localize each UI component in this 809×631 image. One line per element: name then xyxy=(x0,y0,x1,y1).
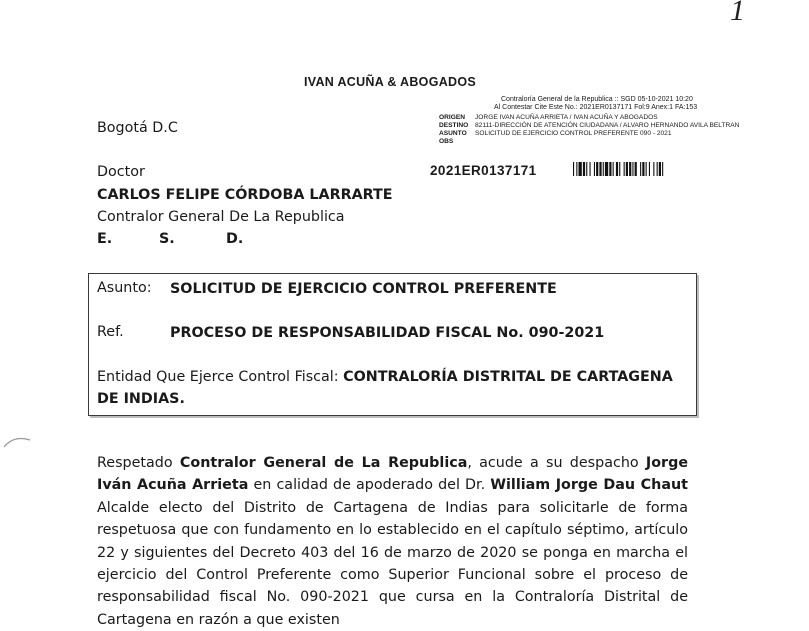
barcode-bar xyxy=(573,162,574,176)
barcode-bar xyxy=(586,162,587,176)
place-line: Bogotá D.C xyxy=(97,120,178,136)
stamp-row-destino xyxy=(439,122,739,130)
stamp-row-obs xyxy=(439,138,475,146)
entidad-value: CONTRALORÍA DISTRITAL DE CARTAGENA xyxy=(343,369,673,385)
barcode-bar xyxy=(632,162,633,176)
barcode-bar xyxy=(599,162,601,176)
radicado-number: 2021ER0137171 xyxy=(430,163,537,178)
barcode-bar xyxy=(579,162,582,176)
stamp-label: ORIGEN xyxy=(439,114,466,121)
stamp-label: DESTINO xyxy=(439,122,469,129)
barcode-bar xyxy=(603,162,604,176)
salutation-title: Doctor xyxy=(97,164,145,180)
barcode-bar xyxy=(649,162,650,176)
stamp-value: SOLICITUD DE EJERCICIO CONTROL PREFERENTE 090 - 2021 xyxy=(475,130,672,137)
asunto-value: SOLICITUD DE EJERCICIO CONTROL PREFERENTE xyxy=(170,281,557,297)
barcode-bar xyxy=(605,162,608,176)
ref-label: Ref. xyxy=(97,324,124,340)
body-text: en calidad de apoderado del Dr. xyxy=(248,477,491,494)
scan-artifact-mark xyxy=(0,434,34,448)
recipient-name: CARLOS FELIPE CÓRDOBA LARRARTE xyxy=(97,187,393,203)
stamp-row-asunto xyxy=(439,130,672,138)
stamp-value: 82111-DIRECCIÓN DE ATENCIÓN CIUDADANA / ALVARO HERNANDO AVILA BELTRAN xyxy=(475,122,740,129)
asunto-label: Asunto: xyxy=(97,280,152,296)
stamp-label: ASUNTO xyxy=(439,130,467,137)
barcode-bar xyxy=(590,162,591,176)
barcode-bar xyxy=(659,162,661,176)
barcode-bar xyxy=(657,162,658,176)
barcode-bar xyxy=(596,162,598,176)
body-bold-apoderado: Jorge Iván Acuña Arrieta xyxy=(97,455,689,494)
body-bold-contralor: Contralor General de La Republica xyxy=(179,455,468,471)
esd-s: S. xyxy=(159,231,175,247)
barcode-bar xyxy=(624,162,625,176)
stamp-label: OBS xyxy=(439,138,454,145)
barcode-bar xyxy=(629,162,631,176)
body-text: Alcalde electo del Distrito de Cartagena de Indias para solicitarle de forma respetuosa que con fundamento en lo establecido en el capítulo séptimo, artículo 22 y siguientes del Decreto 403 del 16 de marzo de 2020 se ponga en marcha el ejercicio del Control Preferente como Superior Funcional sobre el proceso de responsabilidad fiscal No. 090-2021 que cursa en la Contraloría Distrital de Cartagena en razón a que existen xyxy=(97,499,688,628)
handwritten-page-number: 1 xyxy=(730,0,745,27)
entidad-line xyxy=(97,369,673,385)
stamp-value: JORGE IVAN ACUÑA ARRIETA / IVAN ACUÑA Y ABOGADOS xyxy=(475,114,658,121)
recipient-role: Contralor General De La Republica xyxy=(97,209,345,225)
barcode-bar xyxy=(613,162,614,176)
barcode-image xyxy=(573,162,743,176)
barcode-bar xyxy=(635,162,637,176)
barcode-bar xyxy=(619,162,620,176)
barcode-bar xyxy=(609,162,611,176)
barcode-bar xyxy=(653,162,654,176)
body-text: , acude a su despacho xyxy=(467,455,646,471)
barcode-bar xyxy=(583,162,585,176)
esd-d: D. xyxy=(226,231,244,247)
body-text: Respetado xyxy=(97,455,180,471)
barcode-bar xyxy=(640,162,641,176)
barcode-bar xyxy=(576,162,577,176)
stamp-row-origen xyxy=(439,114,658,122)
barcode-bar xyxy=(616,162,618,176)
entidad-value-cont: DE INDIAS. xyxy=(97,391,185,407)
barcode-bar xyxy=(626,162,628,176)
ref-value: PROCESO DE RESPONSABILIDAD FISCAL No. 090-2021 xyxy=(170,325,605,341)
barcode-bar xyxy=(662,162,663,176)
stamp-line-2: Al Contestar Cite Este No.: 2021ER0137171 Fol:9 Anex:1 FA:153 xyxy=(494,104,698,111)
body-paragraph xyxy=(97,452,688,631)
letterhead-firm-name: IVAN ACUÑA & ABOGADOS xyxy=(304,75,477,89)
barcode-bar xyxy=(594,162,595,176)
body-bold-alcalde: William Jorge Dau Chaut xyxy=(490,477,688,494)
esd-e: E. xyxy=(97,231,113,247)
barcode-bar xyxy=(642,162,644,176)
entidad-label: Entidad Que Ejerce Control Fiscal: xyxy=(97,369,344,385)
barcode-bar xyxy=(646,162,647,176)
stamp-line-1: Contraloría General de la Republica :: SGD 05-10-2021 10:20 xyxy=(501,96,693,103)
